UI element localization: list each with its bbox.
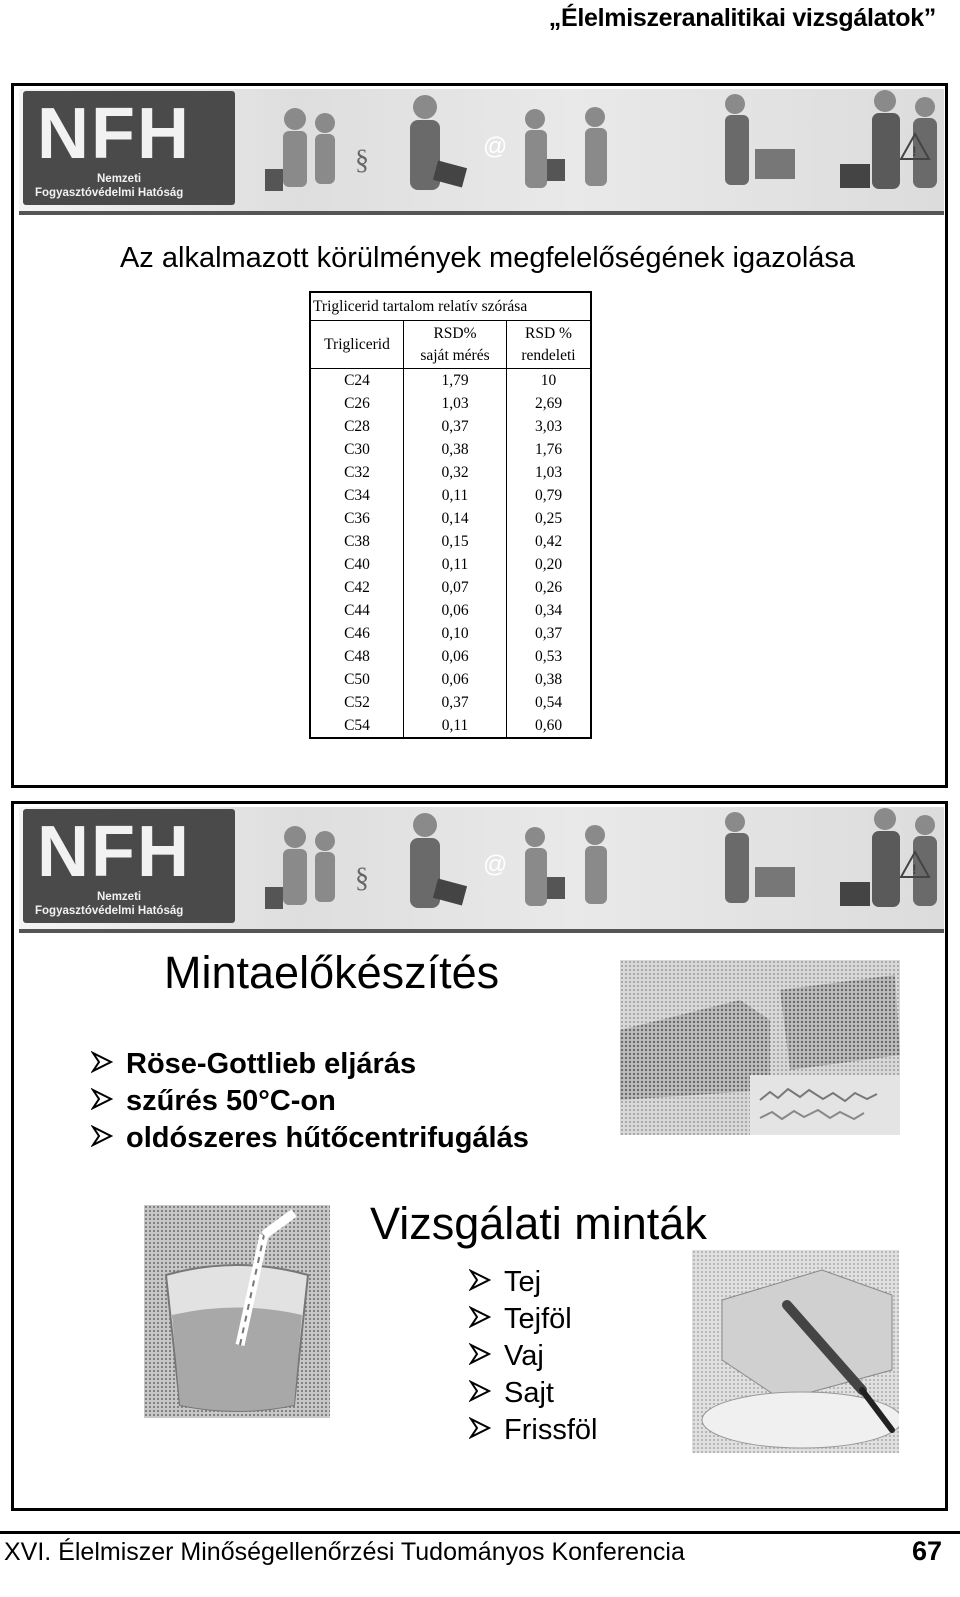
cell-rsd-reg: 0,25 — [534, 509, 563, 527]
cell-rsd-reg: 0,26 — [534, 578, 563, 596]
cell-rsd-reg: 0,53 — [534, 647, 563, 665]
logo-mark: NFH — [37, 94, 191, 174]
cell-triglicerid: C38 — [310, 530, 404, 553]
table-caption: Triglicerid tartalom relatív szórása — [310, 292, 591, 321]
shoppers-illustration — [235, 807, 944, 929]
cell-triglicerid: C48 — [310, 645, 404, 668]
table-row — [310, 530, 591, 553]
cell-rsd-reg: 1,76 — [534, 440, 563, 458]
cell-triglicerid: C26 — [310, 392, 404, 415]
list-item: Sajt — [469, 1375, 597, 1412]
cell-rsd-own: 1,03 — [404, 392, 507, 415]
at-icon: @ — [483, 851, 508, 878]
cell-triglicerid: C44 — [310, 599, 404, 622]
arrow-bullet-icon — [91, 1048, 118, 1081]
slide-title: Mintaelőkészítés — [164, 947, 500, 998]
banner-rule — [19, 929, 944, 933]
list-item: Tejföl — [469, 1301, 597, 1338]
logo-mark: NFH — [37, 812, 191, 892]
arrow-bullet-icon — [469, 1377, 496, 1410]
cell-rsd-own: 1,79 — [404, 369, 507, 393]
logo-line-1: Nemzeti — [97, 173, 142, 185]
logo-line-1: Nemzeti — [97, 891, 142, 903]
cell-rsd-reg: 0,60 — [534, 716, 563, 734]
table-row — [310, 461, 591, 484]
nfh-logo — [23, 809, 235, 923]
arrow-bullet-icon — [469, 1414, 496, 1447]
samples-list — [469, 1264, 597, 1449]
cell-rsd-reg: 0,42 — [534, 532, 563, 550]
cell-triglicerid: C54 — [310, 714, 404, 738]
paragraph-icon: § — [355, 145, 369, 176]
slide-2 — [11, 801, 948, 1511]
table-row — [310, 599, 591, 622]
cell-rsd-own: 0,11 — [404, 714, 507, 738]
nfh-banner — [19, 807, 944, 929]
header-rsd-reg: RSD % rendeleti — [507, 321, 592, 369]
arrow-bullet-icon — [91, 1085, 118, 1118]
cell-rsd-own: 0,37 — [404, 691, 507, 714]
cell-triglicerid: C40 — [310, 553, 404, 576]
table-row — [310, 576, 591, 599]
header-rsd-own: RSD% saját mérés — [404, 321, 507, 369]
cell-triglicerid: C34 — [310, 484, 404, 507]
cell-rsd-own: 0,06 — [404, 645, 507, 668]
arrow-bullet-icon — [469, 1340, 496, 1373]
cell-rsd-reg: 2,69 — [534, 394, 563, 412]
milk-drink-photo — [144, 1205, 330, 1418]
cell-rsd-own: 0,11 — [404, 553, 507, 576]
cell-rsd-own: 0,38 — [404, 438, 507, 461]
table-row — [310, 691, 591, 714]
cell-rsd-own: 0,06 — [404, 668, 507, 691]
conference-name: XVI. Élelmiszer Minőségellenőrzési Tudományos Konferencia — [4, 1538, 685, 1566]
list-item: Vaj — [469, 1338, 597, 1375]
table-row — [310, 484, 591, 507]
cell-rsd-own: 0,32 — [404, 461, 507, 484]
cell-rsd-reg: 0,54 — [534, 693, 563, 711]
table-row — [310, 714, 591, 738]
cell-rsd-reg: 0,79 — [534, 486, 563, 504]
slide-title: Az alkalmazott körülmények megfelelőségének igazolása — [119, 242, 856, 274]
arrow-bullet-icon — [469, 1266, 496, 1299]
list-item: Tej — [469, 1264, 597, 1301]
table-row — [310, 415, 591, 438]
table-row — [310, 392, 591, 415]
cell-triglicerid: C36 — [310, 507, 404, 530]
cell-rsd-own: 0,37 — [404, 415, 507, 438]
cheese-photo — [620, 960, 900, 1135]
table-row — [310, 369, 591, 393]
cell-rsd-reg: 0,37 — [534, 624, 563, 642]
cell-rsd-own: 0,14 — [404, 507, 507, 530]
cell-rsd-reg: 3,03 — [534, 417, 563, 435]
preparation-steps — [91, 1046, 529, 1157]
arrow-bullet-icon — [91, 1122, 118, 1155]
samples-title: Vizsgálati minták — [370, 1198, 707, 1249]
cell-rsd-own: 0,15 — [404, 530, 507, 553]
arrow-bullet-icon — [469, 1303, 496, 1336]
cell-rsd-reg: 0,20 — [534, 555, 563, 573]
paragraph-icon: § — [355, 863, 369, 894]
at-icon: @ — [483, 133, 508, 160]
cell-triglicerid: C32 — [310, 461, 404, 484]
cell-rsd-reg: 0,38 — [534, 670, 563, 688]
table-row — [310, 645, 591, 668]
table-row — [310, 553, 591, 576]
cell-triglicerid: C42 — [310, 576, 404, 599]
table-row — [310, 438, 591, 461]
nfh-banner — [19, 89, 944, 211]
cell-rsd-own: 0,11 — [404, 484, 507, 507]
cell-rsd-reg: 0,34 — [534, 601, 563, 619]
slide-1 — [11, 83, 948, 788]
logo-line-2: Fogyasztóvédelmi Hatóság — [35, 187, 184, 199]
cell-rsd-reg: 10 — [540, 371, 557, 389]
logo-line-2: Fogyasztóvédelmi Hatóság — [35, 905, 184, 917]
cell-triglicerid: C50 — [310, 668, 404, 691]
cell-triglicerid: C30 — [310, 438, 404, 461]
shoppers-illustration — [235, 89, 944, 211]
list-item: szűrés 50°C-on — [91, 1083, 529, 1120]
cell-rsd-reg: 1,03 — [534, 463, 563, 481]
cell-triglicerid: C24 — [310, 369, 404, 393]
page-header-title: „Élelmiszeranalitikai vizsgálatok” — [548, 4, 936, 32]
header-triglicerid: Triglicerid — [310, 321, 404, 369]
cell-rsd-own: 0,07 — [404, 576, 507, 599]
banner-rule — [19, 211, 944, 215]
svg-text:!: ! — [912, 143, 917, 159]
page-footer — [0, 1531, 960, 1584]
cell-triglicerid: C46 — [310, 622, 404, 645]
cell-triglicerid: C28 — [310, 415, 404, 438]
cell-rsd-own: 0,06 — [404, 599, 507, 622]
svg-text:!: ! — [912, 861, 917, 877]
butter-photo — [692, 1250, 899, 1453]
triglyceride-table — [309, 291, 592, 739]
table-row — [310, 507, 591, 530]
cell-triglicerid: C52 — [310, 691, 404, 714]
list-item: Röse-Gottlieb eljárás — [91, 1046, 529, 1083]
cell-rsd-own: 0,10 — [404, 622, 507, 645]
list-item: Frissföl — [469, 1412, 597, 1449]
table-row — [310, 622, 591, 645]
page-number: 67 — [911, 1536, 942, 1566]
list-item: oldószeres hűtőcentrifugálás — [91, 1120, 529, 1157]
nfh-logo — [23, 91, 235, 205]
table-row — [310, 668, 591, 691]
